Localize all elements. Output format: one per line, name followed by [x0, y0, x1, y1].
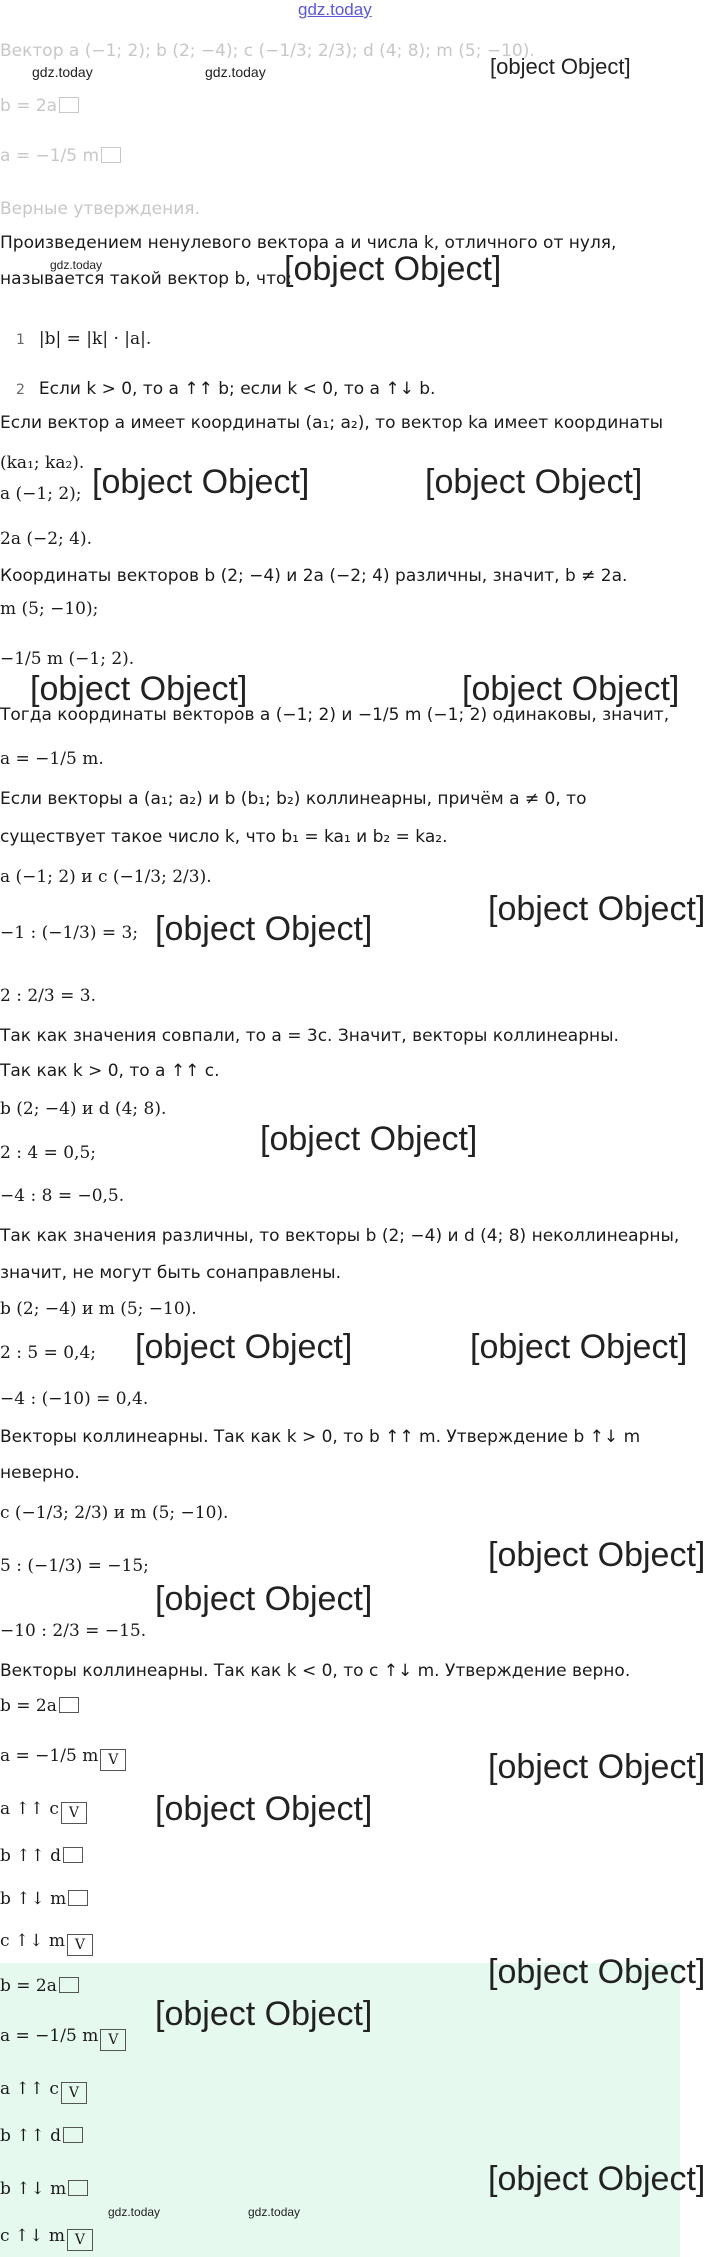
answer-checkbox[interactable]	[63, 1847, 83, 1863]
final-answer-row-6: c ↑↓ m V	[0, 2225, 680, 2251]
text-line-34: Векторы коллинеарны. Так как k < 0, то c ↑↓ m. Утверждение верно.	[0, 1661, 631, 1681]
text-line-7: a (−1; 2);	[0, 484, 82, 504]
final-answer-row-1: b = 2a	[0, 1975, 680, 1997]
text-line-27: 2 : 5 = 0,4;	[0, 1343, 96, 1363]
watermark: [object Object]	[135, 1328, 353, 1366]
answer-checkbox[interactable]	[59, 1697, 79, 1713]
watermark: [object Object]	[155, 910, 373, 948]
watermark-small: gdz.today	[50, 258, 103, 272]
text-line-23: −4 : 8 = −0,5.	[0, 1186, 125, 1206]
text-line-13: a = −1/5 m.	[0, 749, 104, 769]
final-answer-row-4: b ↑↑ d	[0, 2125, 680, 2147]
answer-row-2: a = −1/5 m V	[0, 1745, 680, 1771]
watermark: [object Object]	[462, 670, 680, 708]
text-line-19: Так как значения совпали, то a = 3c. Значит, векторы коллинеарны.	[0, 1026, 619, 1046]
watermark-small: gdz.today	[205, 64, 266, 80]
answer-checkbox[interactable]	[68, 2180, 88, 2196]
text-line-2: называется такой вектор b, что:	[0, 269, 293, 289]
watermark: [object Object]	[92, 463, 310, 501]
text-line-11: −1/5 m (−1; 2).	[0, 649, 135, 669]
top-watermark-link[interactable]: gdz.today	[298, 0, 372, 19]
text-line-5: Если вектор a имеет координаты (a₁; a₂), то вектор ka имеет координаты	[0, 413, 664, 433]
text-line-32: 5 : (−1/3) = −15;	[0, 1556, 149, 1576]
text-line-22: 2 : 4 = 0,5;	[0, 1143, 96, 1163]
answer-row-1: b = 2a	[0, 1695, 680, 1717]
text-line-9: Координаты векторов b (2; −4) и 2a (−2; 4) различны, значит, b ≠ 2a.	[0, 566, 628, 586]
watermark: [object Object]	[260, 1120, 478, 1158]
answer-row-3: a ↑↑ c V	[0, 1798, 680, 1824]
text-line-30: неверно.	[0, 1463, 80, 1483]
answer-checkbox[interactable]	[68, 1890, 88, 1906]
answer-row-6: c ↑↓ m V	[0, 1930, 680, 1956]
watermark: [object Object]	[490, 54, 631, 79]
rule-2: 2 Если k > 0, то a ↑↑ b; если k < 0, то a ↑↓ b.	[16, 379, 436, 399]
watermark: [object Object]	[30, 670, 248, 708]
final-answer-row-3: a ↑↑ c V	[0, 2078, 680, 2104]
text-line-28: −4 : (−10) = 0,4.	[0, 1389, 149, 1409]
text-line-20: Так как k > 0, то a ↑↑ c.	[0, 1061, 220, 1081]
option-1-faded: b = 2a	[0, 95, 680, 117]
answer-checkbox-checked[interactable]: V	[61, 2082, 87, 2104]
rule-1: 1 |b| = |k| · |a|.	[16, 329, 152, 349]
watermark: [object Object]	[488, 1748, 705, 1786]
answer-checkbox-checked[interactable]: V	[61, 1802, 87, 1824]
watermark: [object Object]	[470, 1328, 688, 1366]
text-line-15: существует такое число k, что b₁ = ka₁ и b₂ = ka₂.	[0, 827, 448, 847]
final-answer-row-2: a = −1/5 m V	[0, 2025, 680, 2051]
verify-label: Верные утверждения.	[0, 199, 200, 219]
text-line-24: Так как значения различны, то векторы b (2; −4) и d (4; 8) неколлинеарны,	[0, 1226, 680, 1246]
answer-row-4: b ↑↑ d	[0, 1845, 680, 1867]
text-line-12: Тогда координаты векторов a (−1; 2) и −1/5 m (−1; 2) одинаковы, значит,	[0, 705, 670, 725]
text-line-6: (ka₁; ka₂).	[0, 453, 85, 473]
text-line-16: a (−1; 2) и c (−1/3; 2/3).	[0, 867, 212, 887]
text-line-10: m (5; −10);	[0, 599, 99, 619]
watermark: [object Object]	[488, 890, 705, 928]
watermark: [object Object]	[155, 1995, 373, 2033]
answer-checkbox-checked[interactable]: V	[100, 2029, 126, 2051]
answer-checkbox[interactable]	[63, 2127, 83, 2143]
text-line-26: b (2; −4) и m (5; −10).	[0, 1299, 197, 1319]
watermark: [object Object]	[155, 1580, 373, 1618]
text-line-18: 2 : 2/3 = 3.	[0, 986, 96, 1006]
text-line-29: Векторы коллинеарны. Так как k > 0, то b ↑↑ m. Утверждение b ↑↓ m	[0, 1427, 641, 1447]
answer-checkbox-checked[interactable]: V	[67, 1934, 93, 1956]
text-line-1: Произведением ненулевого вектора a и числа k, отличного от нуля,	[0, 233, 617, 253]
text-line-14: Если векторы a (a₁; a₂) и b (b₁; b₂) коллинеарны, причём a ≠ 0, то	[0, 789, 587, 809]
watermark: [object Object]	[488, 1953, 705, 1991]
watermark-small: gdz.today	[32, 64, 93, 80]
text-line-25: значит, не могут быть сонаправлены.	[0, 1263, 341, 1283]
watermark: [object Object]	[488, 2160, 705, 2198]
final-answer-row-5: b ↑↓ m	[0, 2178, 680, 2200]
answer-row-5: b ↑↓ m	[0, 1888, 680, 1910]
text-line-21: b (2; −4) и d (4; 8).	[0, 1099, 167, 1119]
answer-checkbox-checked[interactable]: V	[67, 2229, 93, 2251]
watermark-small: gdz.today	[248, 2205, 301, 2219]
vectors-given-line: Вектор a (−1; 2); b (2; −4); c (−1/3; 2/3); d (4; 8); m (5; −10).	[0, 41, 535, 61]
answer-checkbox[interactable]	[59, 1977, 79, 1993]
watermark: [object Object]	[155, 1790, 373, 1828]
watermark: [object Object]	[284, 250, 502, 288]
text-line-8: 2a (−2; 4).	[0, 529, 93, 549]
option-2-faded: a = −1/5 m	[0, 145, 680, 167]
watermark: [object Object]	[488, 1536, 705, 1574]
watermark-small: gdz.today	[108, 2205, 161, 2219]
text-line-31: c (−1/3; 2/3) и m (5; −10).	[0, 1503, 229, 1523]
text-line-33: −10 : 2/3 = −15.	[0, 1621, 147, 1641]
answer-checkbox-checked[interactable]: V	[100, 1749, 126, 1771]
watermark: [object Object]	[425, 463, 643, 501]
text-line-17: −1 : (−1/3) = 3;	[0, 923, 139, 943]
